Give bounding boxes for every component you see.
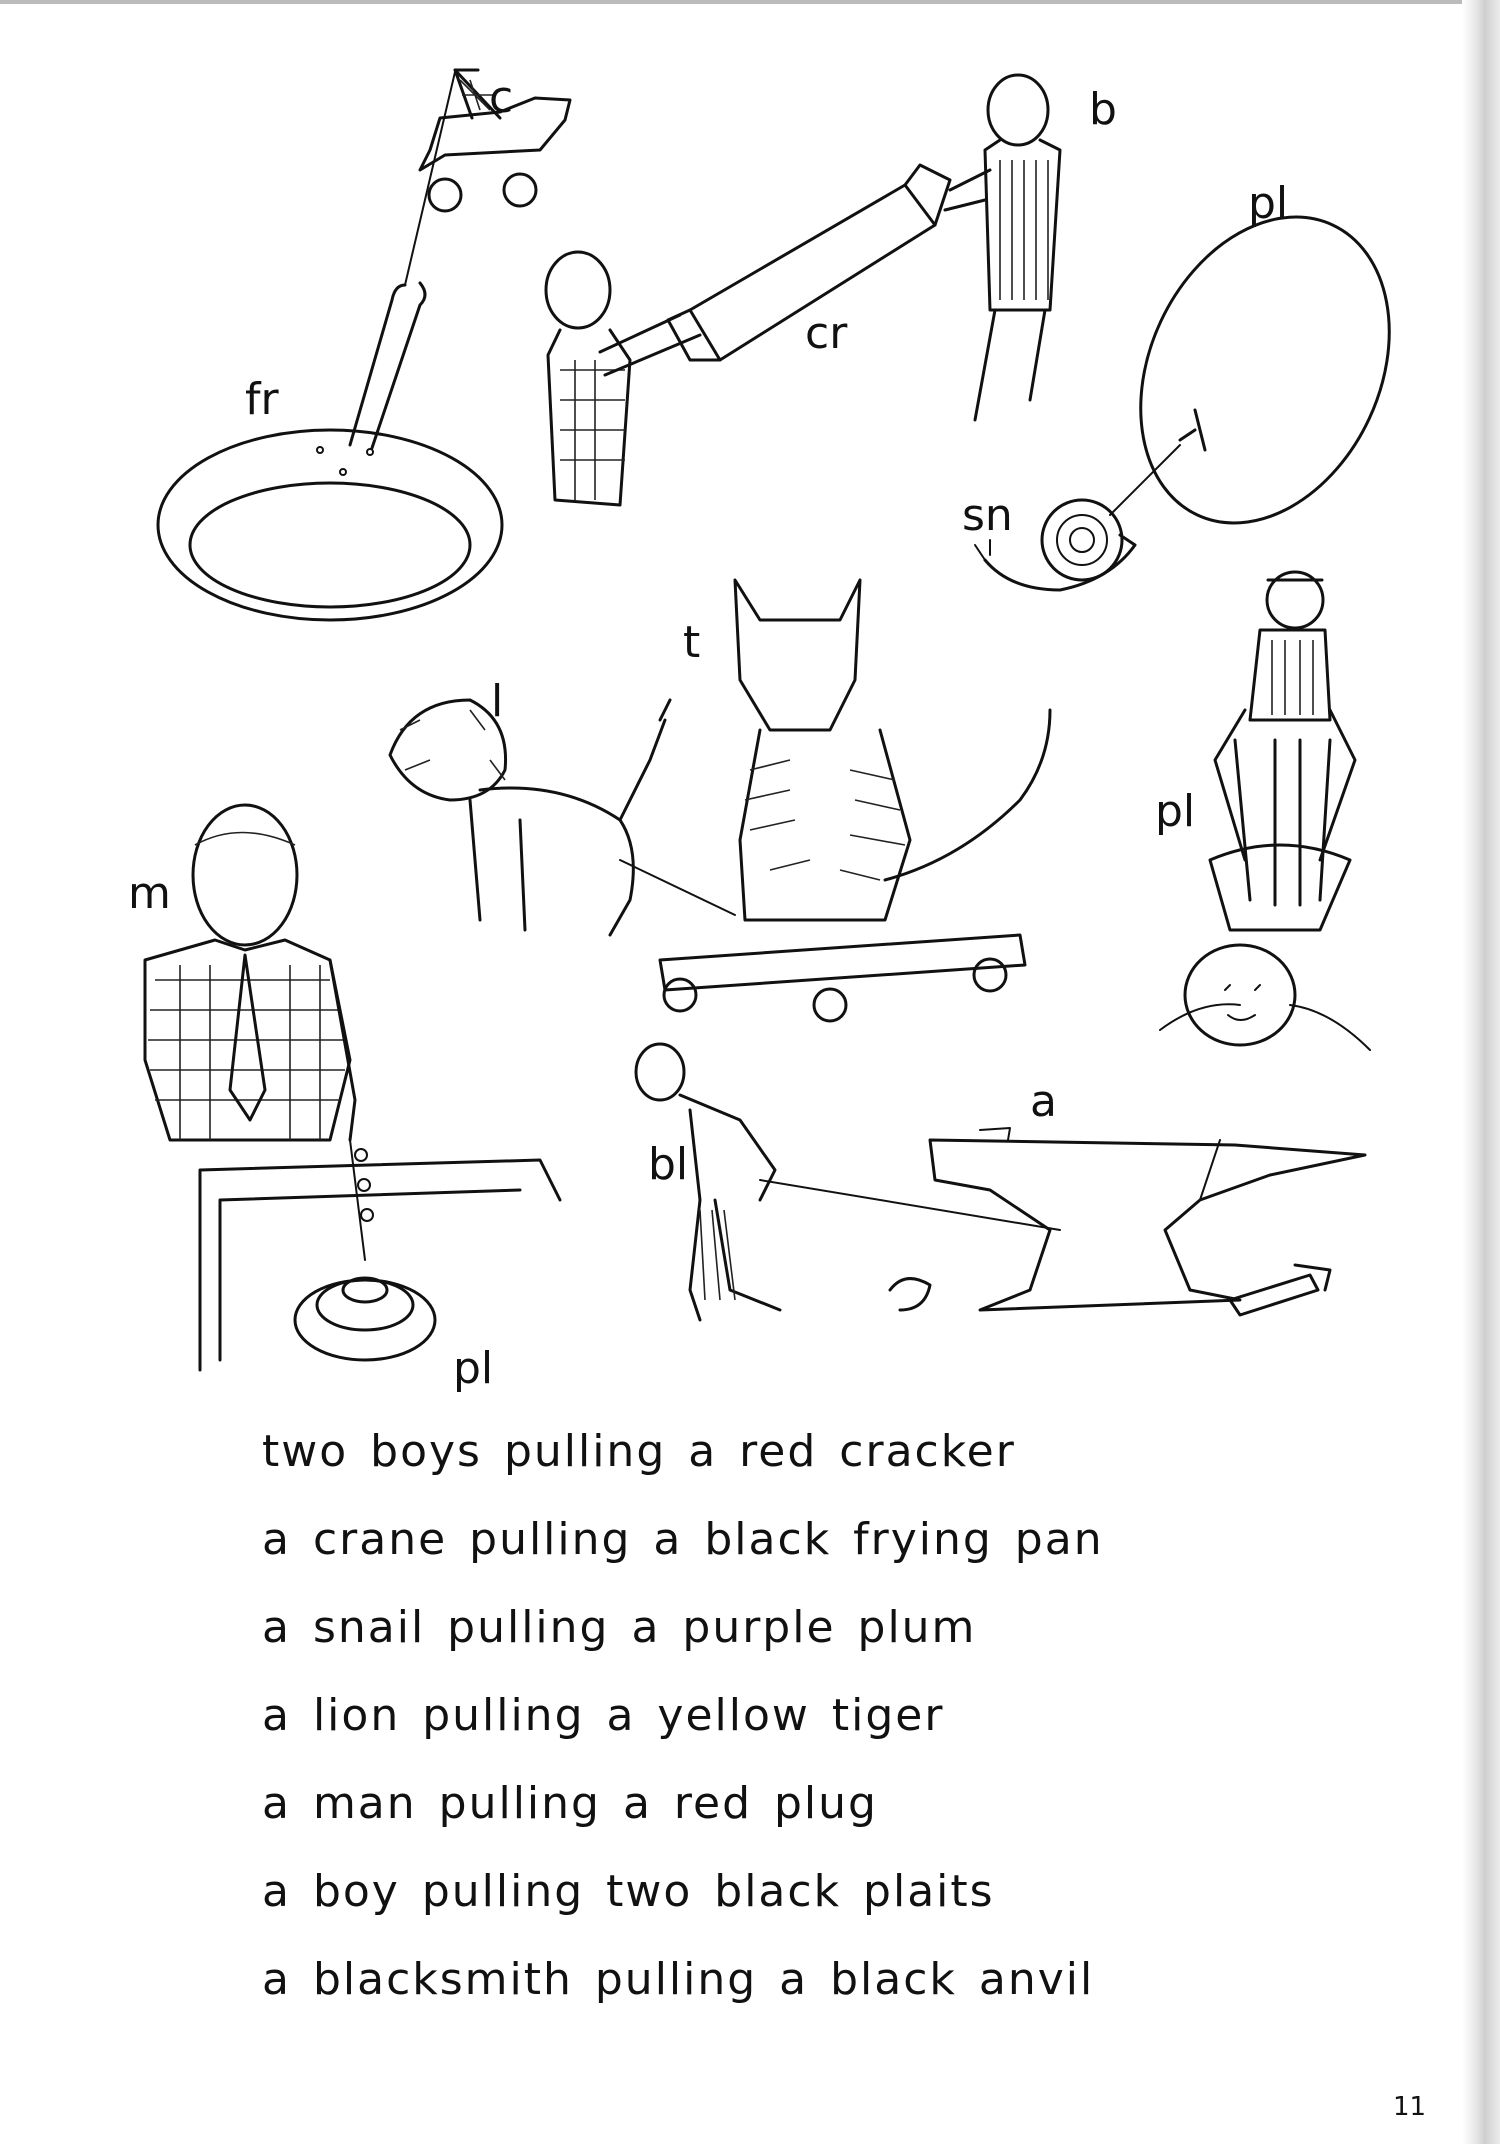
label-crane: c [489,72,514,123]
label-snail: sn [962,490,1013,541]
sentence: two boys pulling a red cracker [262,1426,1016,1477]
sentence: a crane pulling a black frying pan [262,1514,1104,1565]
label-anvil: a [1030,1076,1057,1127]
label-plug: pl [453,1343,494,1394]
sentence: a blacksmith pulling a black anvil [262,1954,1095,2005]
label-lion: l [491,676,504,727]
label-plaits: pl [1155,786,1196,837]
label-tiger: t [683,617,701,668]
label-boy: b [1089,84,1117,135]
frying-pan-illustration [158,283,502,620]
lion-illustration [390,700,735,935]
sentence: a lion pulling a yellow tiger [262,1690,945,1741]
sentence: a snail pulling a purple plum [262,1602,977,1653]
label-frying-pan: fr [245,374,279,425]
label-plum: pl [1248,178,1289,229]
sentence: a boy pulling two black plaits [262,1866,995,1917]
crane-illustration [405,70,570,285]
page-number: 11 [1393,2092,1427,2122]
blacksmith-anvil-illustration [636,1044,1365,1320]
label-blacksmith: bl [648,1139,689,1190]
tiger-illustration [660,580,1050,1021]
label-cracker: cr [805,308,848,359]
boys-cracker-illustration [546,75,1060,505]
man-plug-illustration [145,805,560,1370]
label-man: m [128,868,171,919]
sentence-list [262,1408,1262,2024]
plum-snail-illustration [975,176,1437,590]
sentence: a man pulling a red plug [262,1778,878,1829]
